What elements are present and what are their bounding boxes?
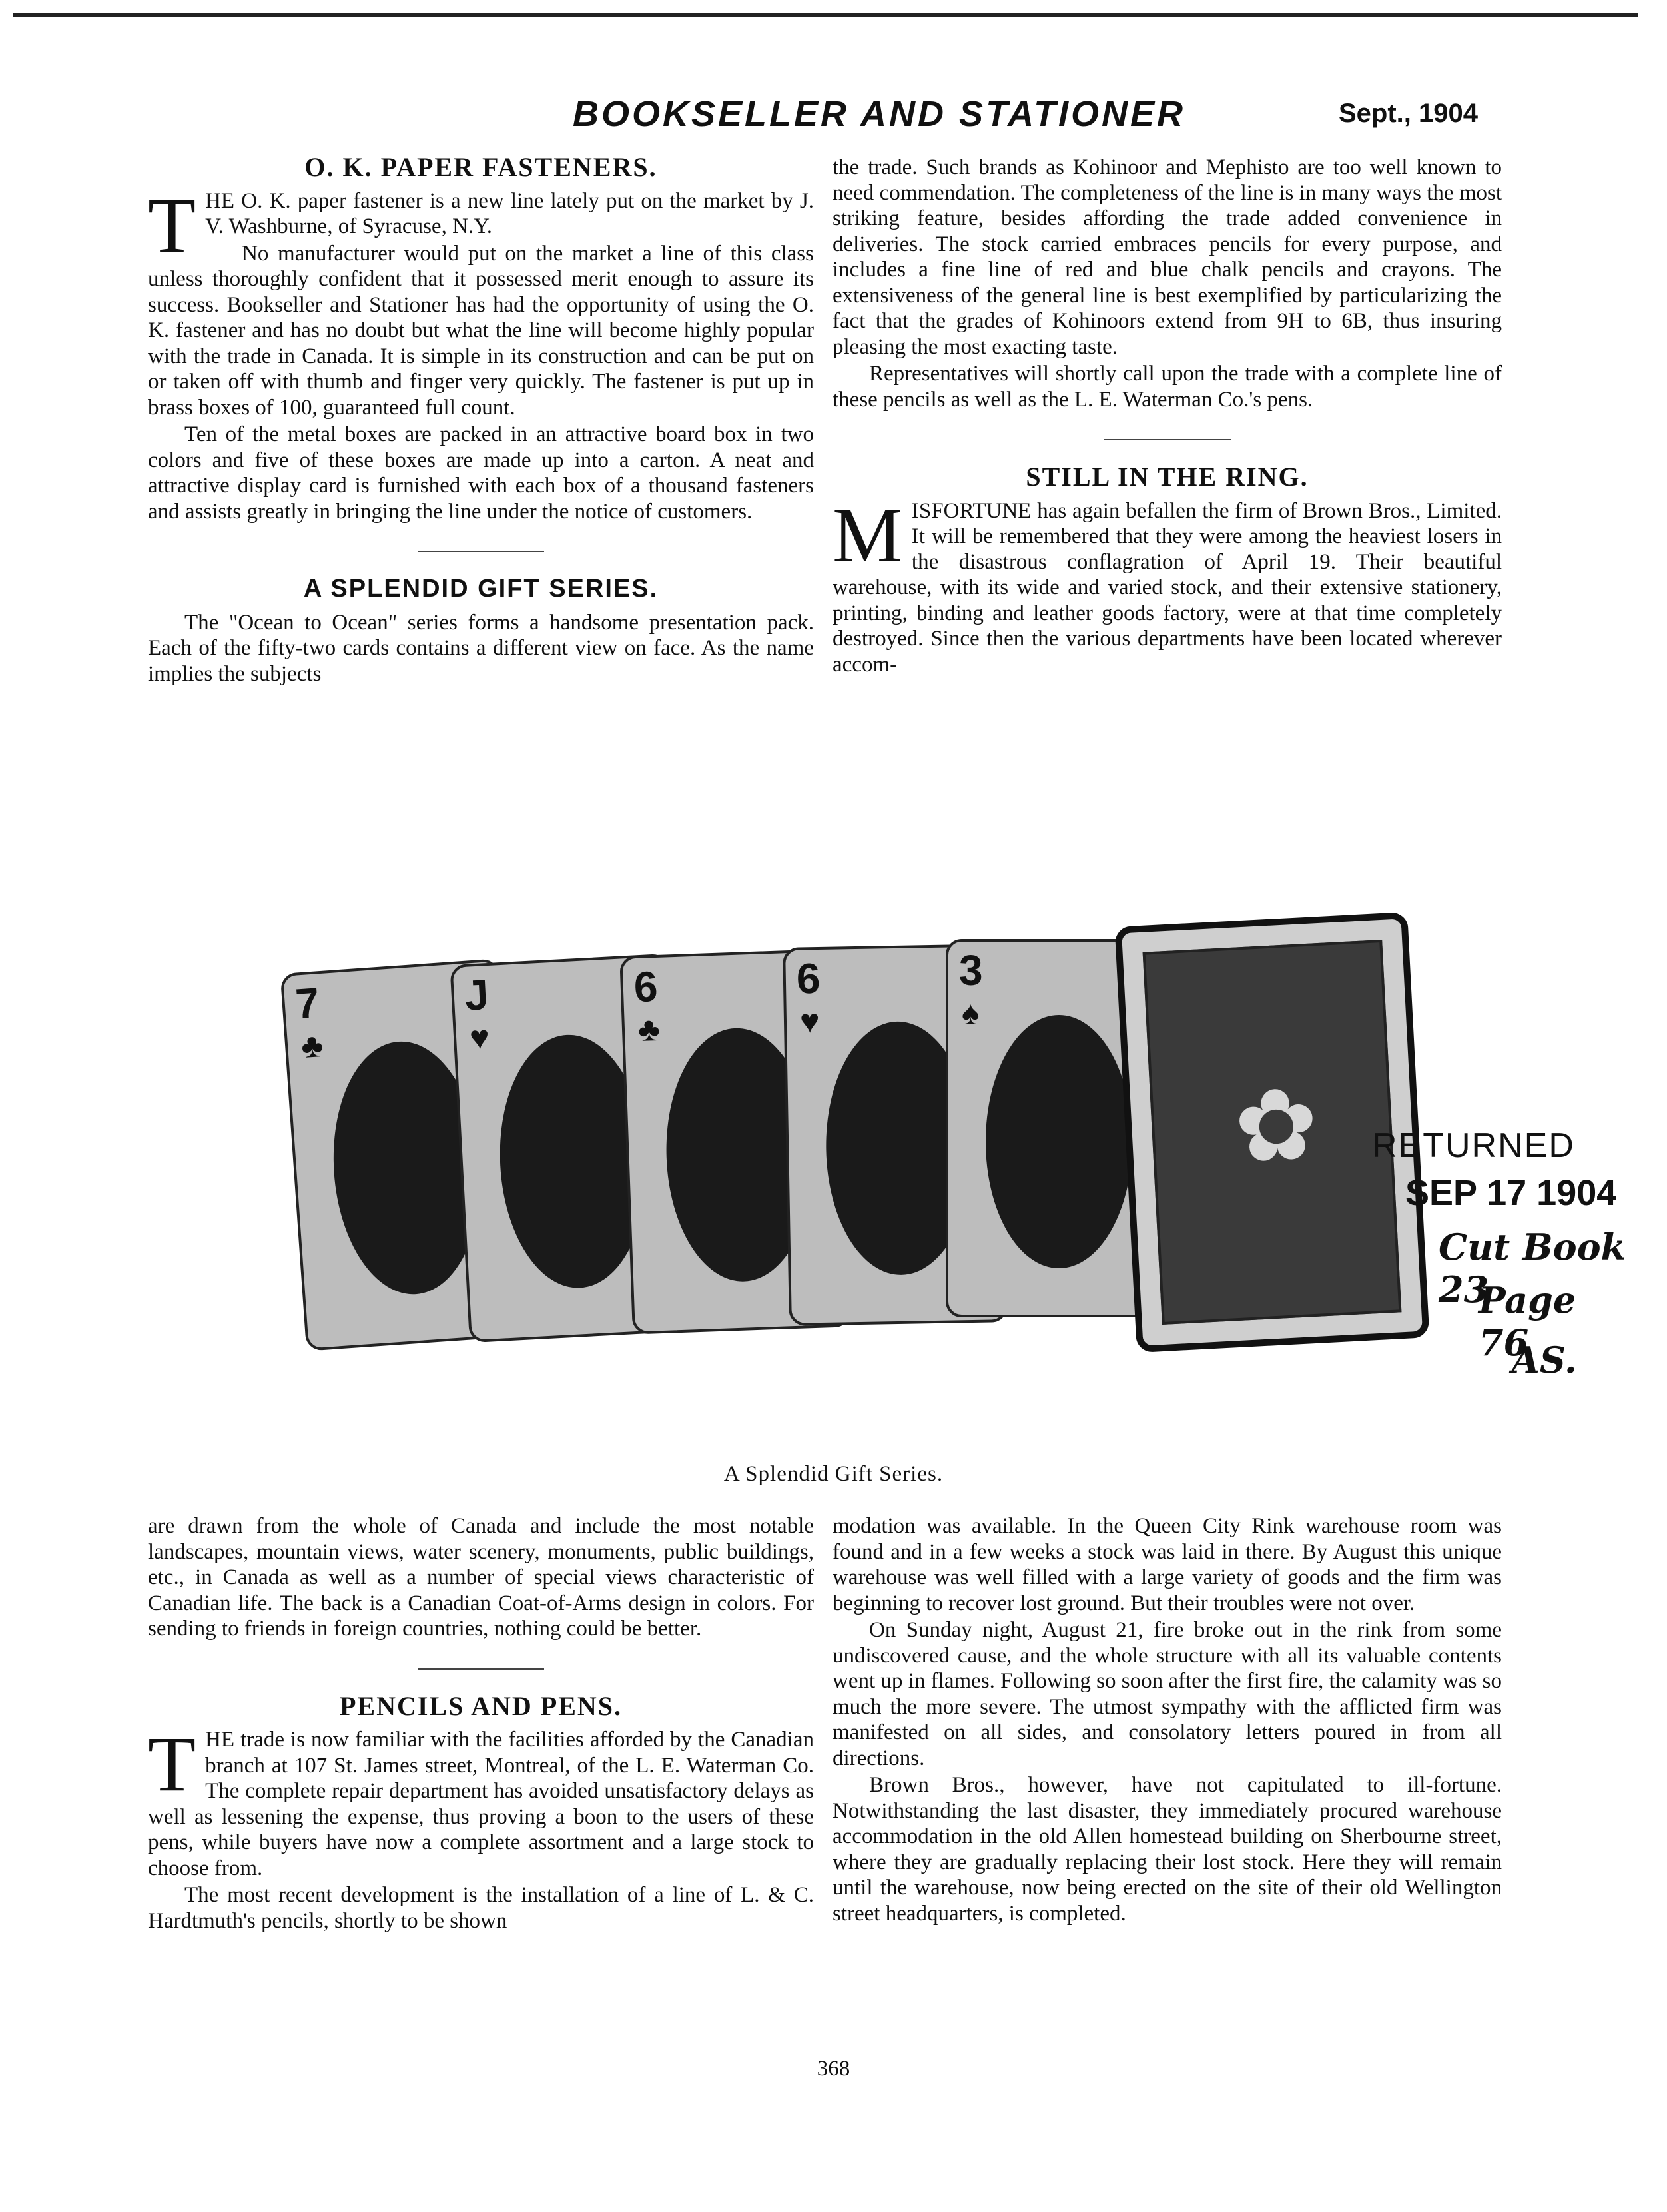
page-number: 368 [817,2057,850,2081]
card-rank: 7 [294,978,321,1028]
heading-splendid-gift-series: A SPLENDID GIFT SERIES. [303,575,659,603]
column-right-bottom [833,1513,1502,1926]
paragraph-text: HE O. K. paper fastener is a new line lately put on the market by J. V. Washburne, of Syracuse, N.Y. [205,188,814,238]
card-scene-image [986,1015,1132,1268]
article-paragraph [833,491,1502,678]
section-divider [418,1668,544,1670]
card-rank: 6 [796,954,821,1003]
section-divider [418,551,544,552]
stamp-handwriting: Page 76 [1479,1279,1576,1364]
column-left-top [148,152,814,687]
article-paragraph [148,1720,814,1881]
section-divider [1104,439,1231,440]
dropcap-letter: T [148,1720,196,1808]
heart-suit-icon: ♥ [468,1018,491,1057]
article-paragraph: Ten of the metal boxes are packed in an attractive board box in two colors and five of these boxes are made up into a carton. A neat and attractive display card is furnished with each box of a thousand fasteners and assists greatly in bringing the line under the notice of customers. [148,422,814,524]
article-paragraph: On Sunday night, August 21, fire broke out in the rink from some undiscovered cause, and the whole structure with all its valuable contents went up in flames. Following so soon after the first fire, the calamity was so much the more severe. The utmost sympathy with the afflicted firm was manifested on all sides, and consolatory letters poured in from all directions. [833,1618,1502,1770]
paragraph-text: HE trade is now familiar with the facilities afforded by the Canadian branch at 107 St. James street, Montreal, of the L. E. Waterman Co. The complete repair department has avoided unsatisfactory delays as well as lessening the expense, thus proving a boon to the users of these pens, while buyers have now a complete assortment and a large stock to choose from. [148,1728,814,1880]
top-rule [13,13,1638,17]
dropcap-letter: M [833,491,902,579]
article-paragraph: are drawn from the whole of Canada and include the most notable landscapes, mountain views, water scenery, monuments, public buildings, etc., in Canada as well as a number of special views characteristic of Canadian life. The back is a Canadian Coat-of-Arms design in colors. For sending to friends in foreign countries, nothing could be better. [148,1514,814,1641]
maple-leaf-icon: ✿ [1231,1069,1321,1184]
club-suit-icon: ♣ [637,1010,661,1048]
card-rank: J [463,970,490,1020]
club-suit-icon: ♣ [300,1026,324,1066]
dropcap-letter: T [148,181,196,269]
stamp-handwriting: Cut Book 23 [1439,1226,1626,1311]
article-paragraph: No manufacturer would put on the market a line of this class unless thoroughly confident that it possessed merit enough to assure its success. Bookseller and Stationer has had the opportunity of using the O. K. fastener and has no doubt but what the line will become highly popular with the trade in Canada. It is simple in its construction and can be put on or taken off with thumb and finger very quickly. The fastener is put up in brass boxes of 100, guaranteed full count. [148,241,814,420]
stamp-line: SEP 17 1904 [1405,1173,1617,1213]
stamp-handwriting: AS. [1512,1339,1577,1381]
article-paragraph [148,181,814,269]
paragraph-text: ISFORTUNE has again befallen the firm of Brown Bros., Limited. It will be remembered that they were among the heaviest losers in the disastrous conflagration of April 19. Their beautiful warehouse, with its wide and varied stock, and their extensive stationery, printing, binding and leather goods factory, were at that time completely destroyed. Since then the various departments have been located wherever accom- [833,498,1502,677]
stamp-line: RETURNED [1372,1126,1575,1165]
article-paragraph: Representatives will shortly call upon the trade with a complete line of these pencils as well as the L. E. Waterman Co.'s pens. [833,362,1502,412]
column-left-bottom [148,1513,814,1934]
article-paragraph: Brown Bros., however, have not capitulated to ill-fortune. Notwithstanding the last disaster, they immediately procured warehouse accommodation in the old Allen homestead building on Sherbourne street, where they are gradually replacing their lost stock. Here they will remain until the warehouse, now being erected on the site of their old Wellington street headquarters, is completed. [833,1773,1502,1926]
article-paragraph: the trade. Such brands as Kohinoor and Mephisto are too well known to need commendation. The completeness of the line is in many ways the most striking feature, besides affording the trade added convenience in deliveries. The stock carried embraces pencils for every purpose, and includes a fine line of red and blue chalk pencils and crayons. The extensiveness of the general line is best exemplified by particularizing the fact that the grades of Kohinoors extend from 9H to 6B, thus insuring pleasing the most exacting taste. [833,155,1502,359]
article-paragraph: modation was available. In the Queen City Rink warehouse room was found and in a few weeks a stock was laid in there. By August this unique warehouse was well filled with a large variety of goods and the firm was beginning to recover lost ground. But their troubles were not over. [833,1514,1502,1615]
heading-ok-paper-fasteners: O. K. PAPER FASTENERS. [304,152,657,182]
returned-stamp [1359,1126,1638,1419]
issue-date: Sept., 1904 [1339,99,1479,128]
card-rank: 3 [959,946,983,994]
figure-caption: A Splendid Gift Series. [723,1462,944,1486]
column-right-top [833,155,1502,677]
card-rank: 6 [633,962,659,1012]
heart-suit-icon: ♥ [799,1002,821,1040]
spade-suit-icon: ♠ [962,994,980,1032]
article-paragraph: The most recent development is the installation of a line of L. & C. Hardtmuth's pencils, shortly to be shown [148,1883,814,1933]
heading-still-in-the-ring: STILL IN THE RING. [1026,462,1309,492]
article-paragraph: The "Ocean to Ocean" series forms a handsome presentation pack. Each of the fifty-two cards contains a different view on face. As the name implies the subjects [148,610,814,686]
journal-title: BOOKSELLER AND STATIONER [573,94,1186,134]
page-header [0,93,1667,147]
heading-pencils-and-pens: PENCILS AND PENS. [339,1690,623,1721]
